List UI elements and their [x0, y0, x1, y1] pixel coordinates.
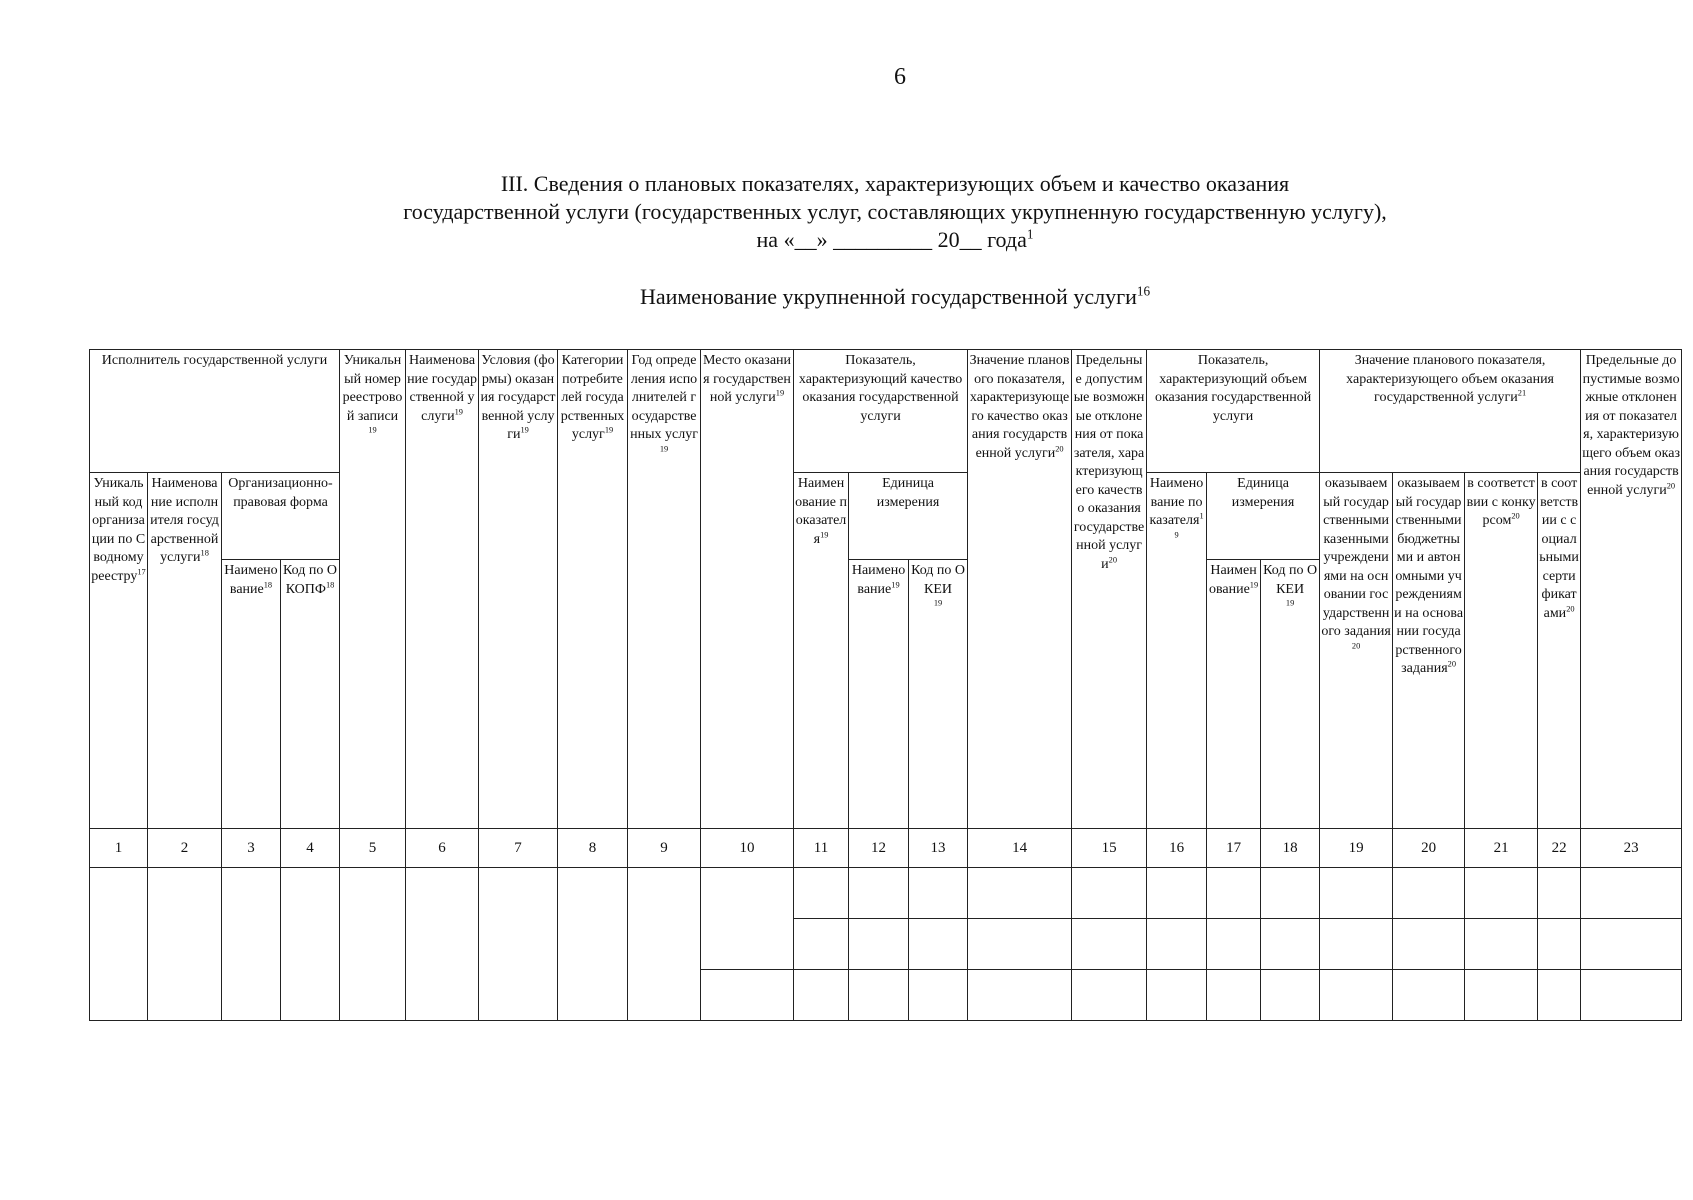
enlarged-service-name-label — [150, 284, 1640, 310]
footnote-ref: 20 — [1351, 640, 1361, 650]
header-consumer-categories — [558, 350, 628, 829]
data-cell[interactable] — [558, 868, 628, 1021]
header-row-2 — [90, 473, 1682, 560]
footnote-ref: 18 — [263, 579, 273, 589]
page-number: 6 — [894, 64, 906, 90]
footnote-ref: 19 — [454, 406, 463, 416]
data-cell[interactable] — [849, 868, 909, 919]
column-number: 2 — [148, 829, 222, 868]
column-number: 23 — [1581, 829, 1682, 868]
column-number: 18 — [1261, 829, 1320, 868]
data-cell[interactable] — [1538, 919, 1581, 970]
header-row-1 — [90, 350, 1682, 473]
data-cell[interactable] — [909, 919, 968, 970]
column-number-row — [90, 829, 1682, 868]
footnote-ref: 18 — [325, 579, 335, 589]
column-number: 5 — [340, 829, 406, 868]
header-volume-unit-name — [1207, 560, 1261, 829]
header-text: Код по ОКОПФ — [283, 563, 337, 597]
header-quality-unit-name — [849, 560, 909, 829]
footnote-ref: 19 — [1249, 579, 1259, 589]
header-by-budget-institutions — [1393, 473, 1465, 829]
header-legal-form-code — [281, 560, 340, 829]
footnote-ref: 20 — [1566, 603, 1575, 613]
data-cell[interactable] — [1261, 919, 1320, 970]
header-quality-indicator-group — [794, 350, 968, 473]
data-cell[interactable] — [90, 868, 148, 1021]
data-cell[interactable] — [1581, 919, 1682, 970]
footnote-ref: 19 — [604, 425, 614, 435]
header-text: Исполнитель государственной услуги — [101, 353, 328, 368]
subtitle-text: Наименование укрупненной государственной услуги — [639, 284, 1137, 309]
header-text: в соответствии с социальными сертификатами — [1539, 476, 1579, 621]
column-number: 15 — [1072, 829, 1147, 868]
data-cell[interactable] — [148, 868, 222, 1021]
header-executor-group — [90, 350, 340, 473]
header-volume-indicator-group — [1147, 350, 1320, 473]
footnote-ref: 19 — [520, 425, 529, 435]
data-cell[interactable] — [1147, 919, 1207, 970]
header-volume-unit-group — [1207, 473, 1320, 560]
data-cell[interactable] — [701, 868, 794, 970]
data-cell[interactable] — [1072, 919, 1147, 970]
data-cell[interactable] — [1207, 919, 1261, 970]
column-number: 8 — [558, 829, 628, 868]
header-service-name — [406, 350, 479, 829]
column-number: 12 — [849, 829, 909, 868]
header-conditions — [479, 350, 558, 829]
column-number: 7 — [479, 829, 558, 868]
footnote-ref: 18 — [200, 548, 209, 558]
data-cell[interactable] — [222, 868, 281, 1021]
header-text: Показатель, характеризующий качество оказания государственной услуги — [798, 353, 963, 424]
column-number: 14 — [968, 829, 1072, 868]
data-cell[interactable] — [1581, 868, 1682, 919]
footnote-ref: 19 — [775, 388, 785, 398]
data-cell[interactable] — [968, 868, 1072, 919]
footnote-ref: 19 — [933, 598, 943, 608]
footnote-ref: 17 — [137, 566, 146, 576]
footnote-ref: 19 — [820, 529, 829, 539]
header-text: Наименование — [224, 563, 278, 597]
column-number: 20 — [1393, 829, 1465, 868]
header-text: Наименование — [851, 563, 906, 597]
header-text: Единица измерения — [876, 476, 940, 510]
header-text: Показатель, характеризующий объем оказания государственной услуги — [1154, 353, 1312, 424]
data-cell[interactable] — [794, 919, 849, 970]
data-cell[interactable] — [406, 868, 479, 1021]
header-text: Значение планового показателя, характеризующего качество оказания государственной услуги — [969, 353, 1070, 461]
column-number: 22 — [1538, 829, 1581, 868]
header-text: Единица измерения — [1231, 476, 1295, 510]
data-cell[interactable] — [701, 970, 794, 1021]
data-cell[interactable] — [1465, 868, 1538, 919]
header-org-name — [148, 473, 222, 829]
table-row — [90, 868, 1682, 919]
header-text: Уникальный код организации по Сводному реестру — [91, 476, 146, 584]
data-cell[interactable] — [1393, 919, 1465, 970]
data-cell[interactable] — [849, 919, 909, 970]
header-legal-form-name — [222, 560, 281, 829]
header-text: Место оказания государственной услуги — [703, 353, 792, 405]
data-cell[interactable] — [1261, 970, 1320, 1021]
header-text: Наименование — [1208, 563, 1257, 597]
header-quality-indicator-name — [794, 473, 849, 829]
data-cell[interactable] — [1072, 970, 1147, 1021]
column-number: 16 — [1147, 829, 1207, 868]
header-text: Уникальный номер реестровой записи — [342, 353, 403, 424]
data-cell[interactable] — [1393, 970, 1465, 1021]
header-org-legal-form — [222, 473, 340, 560]
footnote-ref: 19 — [368, 425, 377, 435]
header-text: Условия (формы) оказания государственной услуги — [480, 353, 556, 442]
footnote-ref: 19 — [891, 579, 900, 589]
column-number: 4 — [281, 829, 340, 868]
data-cell[interactable] — [1538, 868, 1581, 919]
header-text: Год определения исполнителей государственных услуг — [630, 353, 698, 442]
header-text: Организационно-правовая форма — [228, 476, 333, 510]
header-text: Значение планового показателя, характеризующего объем оказания государственной услуги — [1346, 353, 1554, 405]
header-by-gov-institutions — [1320, 473, 1393, 829]
data-cell[interactable] — [1072, 868, 1147, 919]
section-title — [150, 170, 1640, 254]
column-number: 11 — [794, 829, 849, 868]
data-cell[interactable] — [849, 970, 909, 1021]
data-cell[interactable] — [1147, 970, 1207, 1021]
data-cell[interactable] — [794, 868, 849, 919]
header-org-unique-code — [90, 473, 148, 829]
column-number: 10 — [701, 829, 794, 868]
data-cell[interactable] — [968, 919, 1072, 970]
section-title-line2: государственной услуги (государственных услуг, составляющих укрупненную государственную услугу), — [403, 199, 1387, 224]
header-text: Наименование государственной услуги — [407, 353, 477, 424]
section-title-line3-text: на «__» _________ 20__ года — [756, 227, 1027, 252]
header-quality-planned-value — [968, 350, 1072, 829]
header-text: Предельные допустимые возможные отклонения от показателя, характеризующего объем оказания государственной услуги — [1582, 353, 1680, 498]
header-volume-planned-value-group — [1320, 350, 1581, 473]
data-cell[interactable] — [1320, 868, 1393, 919]
data-cell[interactable] — [968, 970, 1072, 1021]
footnote-ref: 20 — [1108, 554, 1117, 564]
data-cell[interactable] — [1320, 919, 1393, 970]
header-year-definition — [628, 350, 701, 829]
header-volume-deviation — [1581, 350, 1682, 829]
header-text: Код по ОКЕИ — [911, 563, 966, 597]
column-number: 13 — [909, 829, 968, 868]
header-text: в соответствии с конкурсом — [1466, 476, 1536, 528]
data-cell[interactable] — [1538, 970, 1581, 1021]
header-text: Предельные допустимые возможные отклонения от показателя, характеризующего качество оказания государственной услуги — [1073, 353, 1145, 572]
column-number: 3 — [222, 829, 281, 868]
data-cell[interactable] — [1261, 868, 1320, 919]
section-title-line3 — [150, 226, 1640, 254]
header-text: оказываемый государственными бюджетными и автономными учреждениями на основании государственного задания — [1394, 476, 1464, 676]
data-cell[interactable] — [909, 970, 968, 1021]
data-cell[interactable] — [1207, 970, 1261, 1021]
data-cell[interactable] — [1465, 919, 1538, 970]
footnote-ref: 20 — [1055, 443, 1064, 453]
header-volume-indicator-name — [1147, 473, 1207, 829]
header-text: Категории потребителей государственных услуг — [560, 353, 625, 442]
header-text: Наименование показателя — [795, 476, 847, 547]
column-number: 19 — [1320, 829, 1393, 868]
header-by-social-certificates — [1538, 473, 1581, 829]
data-cell[interactable] — [281, 868, 340, 1021]
section-title-line1: III. Сведения о плановых показателях, характеризующих объем и качество оказания — [500, 171, 1290, 196]
data-cell[interactable] — [340, 868, 406, 1021]
header-unique-reg-number — [340, 350, 406, 829]
data-cell[interactable] — [479, 868, 558, 1021]
data-cell[interactable] — [909, 868, 968, 919]
header-text: Наименование показателя — [1149, 476, 1204, 528]
header-quality-unit-group — [849, 473, 968, 560]
footnote-ref: 21 — [1517, 388, 1527, 398]
header-quality-unit-code — [909, 560, 968, 829]
header-text: оказываемый государственными казенными учреждениями на основании государственного задания — [1321, 476, 1391, 639]
column-number: 6 — [406, 829, 479, 868]
footnote-ref: 20 — [1447, 659, 1457, 669]
data-cell[interactable] — [1465, 970, 1538, 1021]
data-cell[interactable] — [1393, 868, 1465, 919]
header-volume-unit-code — [1261, 560, 1320, 829]
header-text: Наименование исполнителя государственной услуги — [150, 476, 219, 565]
footnote-ref: 20 — [1511, 511, 1520, 521]
footnote-ref: 19 — [659, 443, 669, 453]
footnote-ref: 1 — [1026, 226, 1034, 242]
footnote-ref: 20 — [1666, 480, 1676, 490]
data-cell[interactable] — [1581, 970, 1682, 1021]
data-cell[interactable] — [1147, 868, 1207, 919]
data-cell[interactable] — [1207, 868, 1261, 919]
column-number: 21 — [1465, 829, 1538, 868]
column-number: 1 — [90, 829, 148, 868]
column-number: 17 — [1207, 829, 1261, 868]
column-number: 9 — [628, 829, 701, 868]
data-cell[interactable] — [628, 868, 701, 1021]
header-quality-deviation — [1072, 350, 1147, 829]
footnote-ref: 19 — [1285, 598, 1295, 608]
header-by-competition — [1465, 473, 1538, 829]
data-cell[interactable] — [1320, 970, 1393, 1021]
footnote-ref: 19 — [1174, 511, 1204, 539]
planned-indicators-table — [89, 349, 1682, 1021]
header-service-place — [701, 350, 794, 829]
footnote-ref: 16 — [1136, 283, 1151, 299]
data-cell[interactable] — [794, 970, 849, 1021]
header-text: Код по ОКЕИ — [1263, 563, 1318, 597]
